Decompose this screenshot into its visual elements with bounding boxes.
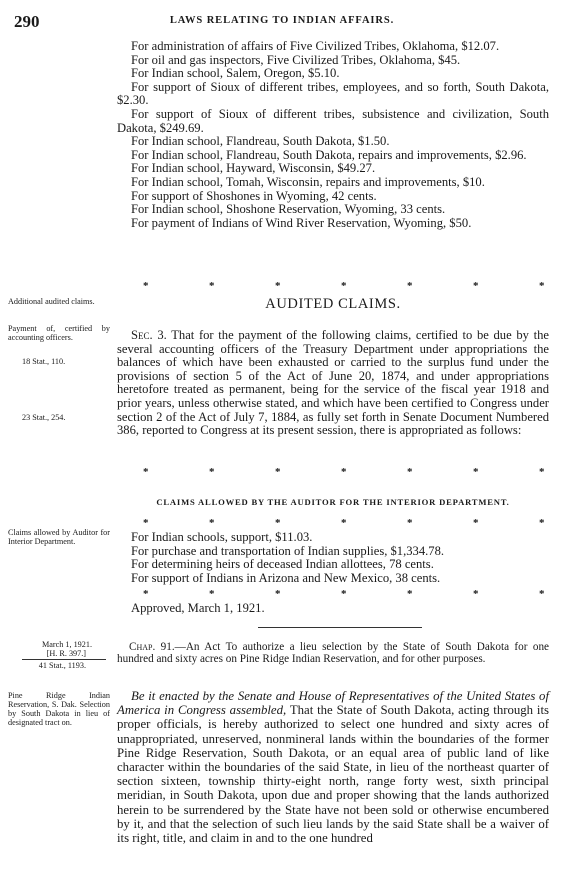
interior-claims-heading: CLAIMS ALLOWED BY THE AUDITOR FOR THE INTERIOR DEPARTMENT. bbox=[156, 497, 510, 507]
ellipsis-stars: * * * * * * * bbox=[143, 280, 545, 292]
chapter-label: Chap. 91. bbox=[129, 641, 175, 653]
claim-item: For support of Indians in Arizona and New Mexico, 38 cents. bbox=[131, 570, 441, 585]
appropriation-item: For support of Sioux of different tribes, employees, and so forth, South Dakota, $2.30. bbox=[117, 79, 549, 108]
appropriation-item: For payment of Indians of Wind River Reservation, Wyoming, $50. bbox=[131, 215, 472, 230]
page-header bbox=[14, 12, 550, 34]
chapter-title bbox=[117, 641, 549, 665]
approved-date: Approved, March 1, 1921. bbox=[131, 601, 265, 615]
enactment-text: That the State of South Dakota, acting through its proper officials, is hereby authorized to select one hundred and sixty acres of unappropriated, unreserved, nonmineral lands within the boundaries of the former Pine Ridge Reservation, South Dakota, or an equal area of public land of like character within the boundaries of the said State, in lieu of the northeast quarter of section sixteen, township thirty-eight north, range forty west, sixth principal meridian, in South Dakota, upon due and proper showing that the lands authorized herein to be surrendered by the State have not been sold or otherwise encumbered by it, and that the selection of such lieu lands by the said State shall be a waiver of its right, title, and claim in and to the one hundred bbox=[117, 703, 549, 846]
claim-item: For purchase and transportation of Indian supplies, $1,334.78. bbox=[131, 543, 445, 558]
margin-note-interior: Claims allowed by Auditor for Interior Department. bbox=[8, 528, 110, 546]
page-number: 290 bbox=[14, 12, 40, 31]
appropriation-item: For Indian school, Flandreau, South Dakota, repairs and improvements, $2.96. bbox=[131, 147, 527, 162]
section-label: Sec. 3. bbox=[131, 328, 167, 342]
chapter-description: —An Act To authorize a lieu selection by the State of South Dakota for one hundred and sixty acres on Pine Ridge Indian Reservation, and for other purposes. bbox=[117, 641, 549, 665]
margin-bill: [H. R. 397.] bbox=[46, 649, 86, 658]
margin-note-payment: Payment of, certified by accounting officers. bbox=[8, 324, 110, 342]
margin-date: March 1, 1921. bbox=[41, 640, 92, 649]
appropriation-list bbox=[117, 40, 549, 230]
margin-citation: 23 Stat., 254. bbox=[22, 413, 66, 422]
claim-item: For Indian schools, support, $11.03. bbox=[131, 530, 313, 544]
margin-stat: 41 Stat., 1193. bbox=[38, 661, 86, 670]
appropriation-item: For Indian school, Tomah, Wisconsin, repairs and improvements, $10. bbox=[131, 174, 485, 189]
section-text: That for the payment of the following claims, certified to be due by the several accounting officers of the Treasury Department under appropriations the balances of which have been exhausted or carried to the surplus fund under the provisions of section 5 of the Act of June 20, 1874, and under appropriations heretofore treated as permanent, being for the service of the fiscal year 1918 and prior years, unless otherwise stated, and which have been certified to Congress under section 2 of the Act of July 7, 1884, as fully set forth in Senate Document Numbered 386, reported to Congress at its present session, there is appropriated as follows: bbox=[117, 328, 549, 438]
section-3-paragraph bbox=[117, 329, 549, 438]
appropriation-item: For Indian school, Salem, Oregon, $5.10. bbox=[131, 66, 340, 81]
appropriation-item: For oil and gas inspectors, Five Civilized Tribes, Oklahoma, $45. bbox=[131, 52, 461, 67]
ellipsis-stars: * * * * * * * bbox=[143, 466, 545, 478]
appropriation-item: For administration of affairs of Five Civilized Tribes, Oklahoma, $12.07. bbox=[131, 39, 500, 53]
ellipsis-stars: * * * * * * * bbox=[143, 517, 545, 529]
margin-note-additional: Additional audited claims. bbox=[8, 297, 95, 306]
enacting-clause: Be it enacted by the Senate and House of Representatives of the United States of America in Congress assembled, bbox=[117, 689, 549, 718]
ellipsis-stars: * * * * * * * bbox=[143, 588, 545, 600]
claim-item: For determining heirs of deceased Indian allottees, 78 cents. bbox=[131, 557, 434, 572]
margin-note-pine-ridge: Pine Ridge Indian Reservation, S. Dak. Selection by South Dakota in lieu of designated tract on. bbox=[8, 691, 110, 727]
enactment-paragraph bbox=[117, 689, 549, 845]
section-heading-audited-claims: AUDITED CLAIMS. bbox=[265, 296, 401, 312]
margin-citation: 18 Stat., 110. bbox=[22, 357, 66, 366]
appropriation-item: For Indian school, Flandreau, South Dakota, $1.50. bbox=[131, 134, 390, 149]
margin-rule bbox=[22, 659, 106, 660]
approval-line bbox=[117, 602, 549, 616]
interior-claims-list bbox=[117, 531, 549, 585]
appropriation-item: For Indian school, Shoshone Reservation, Wyoming, 33 cents. bbox=[131, 202, 446, 217]
appropriation-item: For support of Sioux of different tribes, subsistence and civilization, South Dakota, $249.69. bbox=[117, 106, 549, 135]
appropriation-item: For support of Shoshones in Wyoming, 42 cents. bbox=[131, 188, 377, 203]
appropriation-item: For Indian school, Hayward, Wisconsin, $49.27. bbox=[131, 161, 376, 176]
section-rule bbox=[258, 627, 422, 628]
running-head: LAWS RELATING TO INDIAN AFFAIRS. bbox=[169, 15, 395, 26]
